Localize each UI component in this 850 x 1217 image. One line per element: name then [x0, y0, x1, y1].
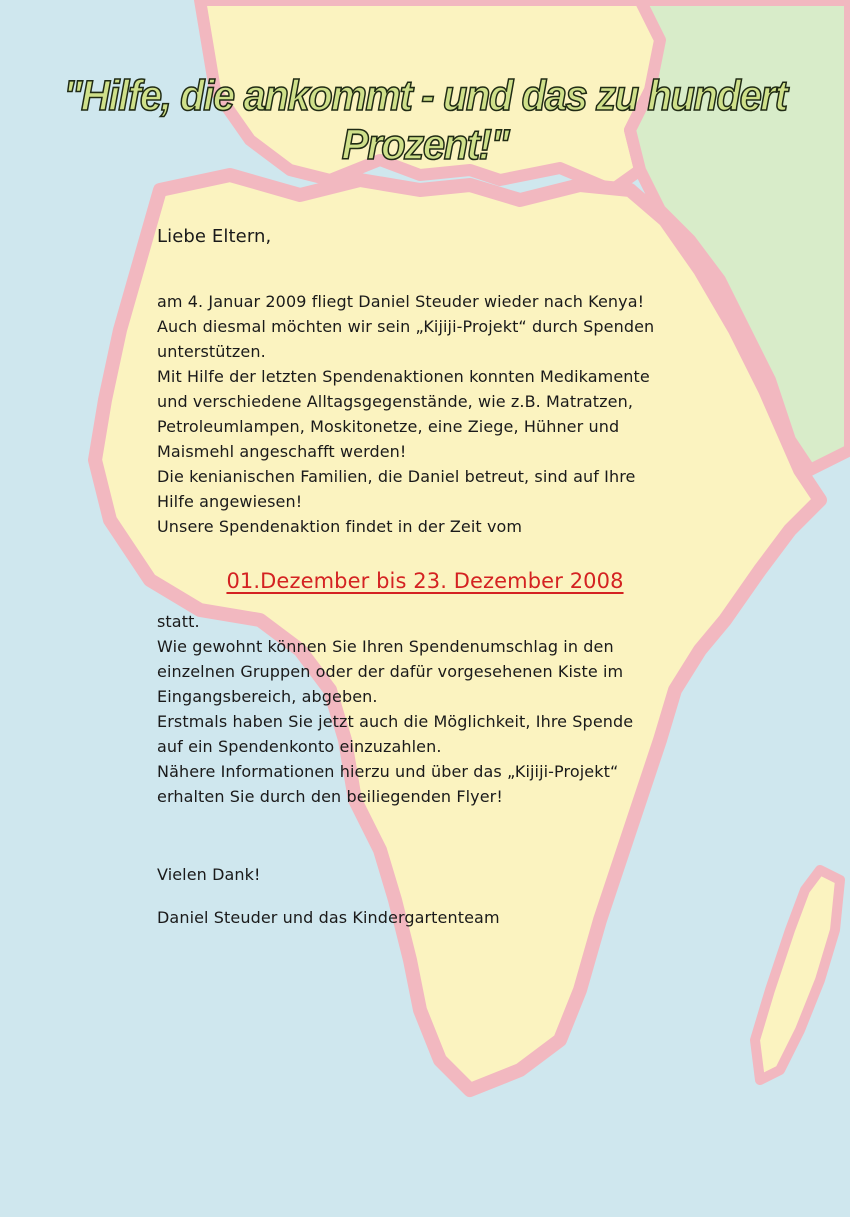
text-line: Maismehl angeschafft werden! — [157, 442, 407, 461]
text-line: auf ein Spendenkonto einzuzahlen. — [157, 737, 442, 756]
paragraph-after-date — [157, 609, 777, 809]
text-line: Petroleumlampen, Moskitonetze, eine Ziege, Hühner und — [157, 417, 620, 436]
signature: Daniel Steuder und das Kindergartenteam — [157, 908, 500, 927]
text-line: Die kenianischen Familien, die Daniel betreut, sind auf Ihre — [157, 467, 636, 486]
text-line: Hilfe angewiesen! — [157, 492, 303, 511]
text-line: statt. — [157, 612, 200, 631]
text-line: Erstmals haben Sie jetzt auch die Möglichkeit, Ihre Spende — [157, 712, 634, 731]
headline: "Hilfe, die ankommt - und das zu hundert Prozent!" — [63, 72, 787, 169]
text-line: Eingangsbereich, abgeben. — [157, 687, 378, 706]
closing: Vielen Dank! — [157, 865, 261, 884]
text-line: einzelnen Gruppen oder der dafür vorgesehenen Kiste im — [157, 662, 624, 681]
text-line: Unsere Spendenaktion findet in der Zeit vom — [157, 517, 523, 536]
text-line: Wie gewohnt können Sie Ihren Spendenumschlag in den — [157, 637, 614, 656]
text-line: Mit Hilfe der letzten Spendenaktionen konnten Medikamente — [157, 367, 650, 386]
paragraph-before-date — [157, 289, 777, 539]
text-line: Nähere Informationen hierzu und über das „Kijiji-Projekt“ — [157, 762, 619, 781]
letter-body — [157, 226, 777, 927]
text-line: erhalten Sie durch den beiliegenden Flyer! — [157, 787, 503, 806]
text-line: am 4. Januar 2009 fliegt Daniel Steuder wieder nach Kenya! — [157, 292, 645, 311]
text-line: Auch diesmal möchten wir sein „Kijiji-Projekt“ durch Spenden — [157, 317, 655, 336]
date-range: 01.Dezember bis 23. Dezember 2008 — [226, 569, 624, 593]
text-line: unterstützen. — [157, 342, 266, 361]
text-line: und verschiedene Alltagsgegenstände, wie z.B. Matratzen, — [157, 392, 634, 411]
greeting: Liebe Eltern, — [157, 226, 272, 247]
